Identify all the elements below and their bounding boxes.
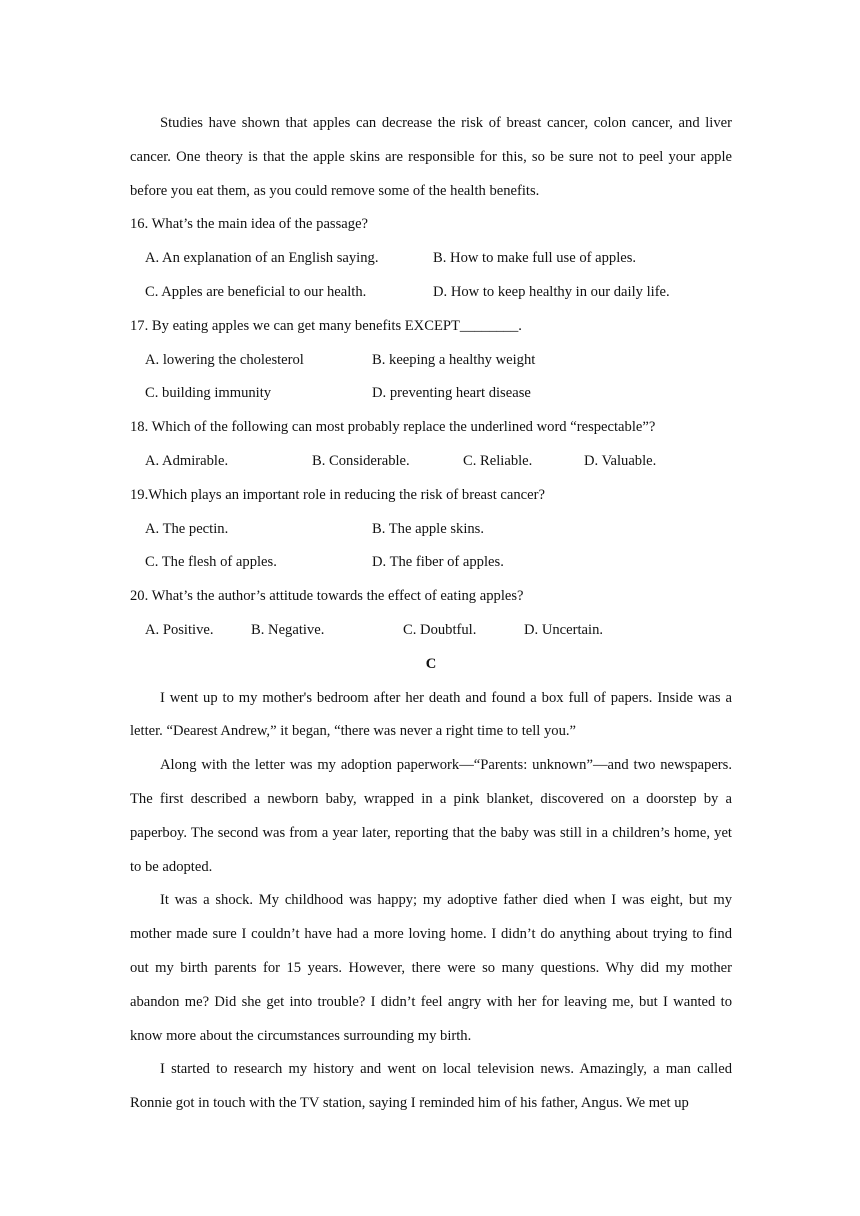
question-18-option-c: C. Reliable. [463,452,533,469]
question-20-option-d: D. Uncertain. [524,621,604,638]
question-16-options-row-1 [130,242,732,276]
question-16-stem: 16. What’s the main idea of the passage? [130,216,369,233]
question-19-option-d: D. The fiber of apples. [372,554,504,571]
question-17-option-a: A. lowering the cholesterol [145,351,304,368]
question-17-stem: 17. By eating apples we can get many benefits EXCEPT________. [130,317,522,334]
question-17-option-d: D. preventing heart disease [372,385,531,402]
question-19-options-row-1 [130,513,732,547]
section-c-paragraph-1: I went up to my mother's bedroom after her death and found a box full of papers. Inside was a letter. “Dearest Andrew,” it began, “there was never a right time to tell you.” [130,689,732,740]
question-19-options-row-2 [130,546,732,580]
question-16-option-c: C. Apples are beneficial to our health. [145,283,367,300]
question-18-stem: 18. Which of the following can most probably replace the underlined word “respectable”? [130,419,656,436]
question-17-options-row-1 [130,344,732,378]
question-17-option-c: C. building immunity [145,385,272,402]
question-18-option-d: D. Valuable. [584,452,657,469]
section-c-paragraph-4: I started to research my history and went on local television news. Amazingly, a man called Ronnie got in touch with the TV station, saying I reminded him of his father, Angus. We met up [130,1061,732,1112]
section-c-paragraph-2: Along with the letter was my adoption paperwork—“Parents: unknown”—and two newspapers. The first described a newborn baby, wrapped in a pink blanket, discovered on a doorstep by a paperboy. The second was from a year later, reporting that the baby was still in a children’s home, yet to be adopted. [130,757,732,875]
question-16-option-b: B. How to make full use of apples. [433,250,637,267]
document-page [130,107,732,1121]
section-c-paragraph-3: It was a shock. My childhood was happy; my adoptive father died when I was eight, but my mother made sure I couldn’t have had a more loving home. I didn’t do anything about trying to find out my birth parents for 15 years. However, there were so many questions. Why did my mother abandon me? Did she get into trouble? I didn’t feel angry with her for leaving me, but I wanted to know more about the circumstances surrounding my birth. [130,892,732,1044]
question-17-options-row-2 [130,377,732,411]
question-20-options-row [130,614,732,648]
question-20-option-a: A. Positive. [145,621,214,638]
passage-b-closing-paragraph: Studies have shown that apples can decrease the risk of breast cancer, colon cancer, and liver cancer. One theory is that the apple skins are responsible for this, so be sure not to peel your apple before you eat them, as you could remove some of the health benefits. [130,115,732,199]
question-18-options-row [130,445,732,479]
question-19-option-a: A. The pectin. [145,520,229,537]
question-19-option-c: C. The flesh of apples. [145,554,277,571]
section-c-heading: C [425,655,437,672]
question-20-option-b: B. Negative. [251,621,325,638]
question-18-option-a: A. Admirable. [145,452,229,469]
question-19-stem: 19.Which plays an important role in reducing the risk of breast cancer? [130,486,545,503]
question-18-option-b: B. Considerable. [312,452,410,469]
question-20-option-c: C. Doubtful. [403,621,477,638]
question-20-stem: 20. What’s the author’s attitude towards the effect of eating apples? [130,588,524,605]
question-16-options-row-2 [130,276,732,310]
question-19-option-b: B. The apple skins. [372,520,485,537]
question-16-option-a: A. An explanation of an English saying. [145,250,379,267]
question-17-option-b: B. keeping a healthy weight [372,351,536,368]
question-16-option-d: D. How to keep healthy in our daily life. [433,283,670,300]
